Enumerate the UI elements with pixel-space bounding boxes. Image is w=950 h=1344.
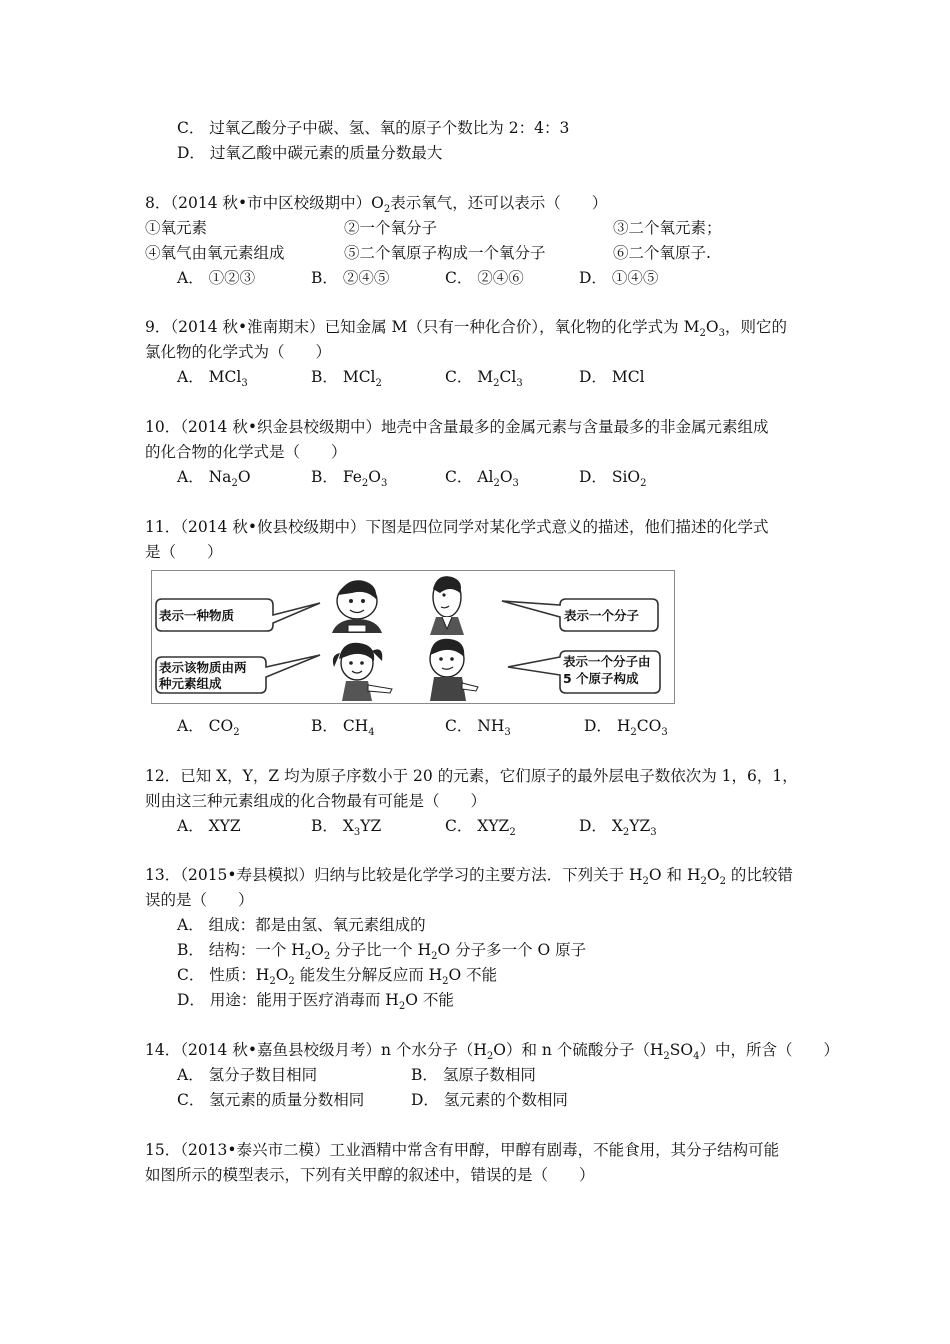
- q14-option-d: D． 氢元素的个数相同: [411, 1091, 568, 1109]
- q9-stem-line2: 氯化物的化学式为（ ）: [145, 343, 332, 361]
- q10-option-c: C． $Al_2O_3$: [445, 468, 519, 489]
- q8-option-b: B． ②④⑤: [311, 269, 390, 287]
- q7-option-c: C． 过氧乙酸分子中碳、氢、氧的原子个数比为 2：4：3: [177, 119, 570, 137]
- q9-option-d: D． MCl: [579, 368, 645, 386]
- student-boy-2-icon: [430, 576, 464, 635]
- q10-option-d: D． SiO$_2$: [579, 468, 647, 489]
- q8-option-c: C． ②④⑥: [445, 269, 524, 287]
- bubble-text-one-molecule: 表示一个分子: [564, 608, 640, 623]
- bubble-text-two-elements-line1: 表示该物质由两: [159, 660, 247, 675]
- q12-option-b: B． $X_3YZ$: [311, 817, 382, 838]
- q9-option-c: C． $M_2Cl_3$: [445, 368, 523, 389]
- q13-option-c: C． 性质：$H_2O_2$ 能发生分解反应而 $H_2O$ 不能: [177, 966, 498, 987]
- q9-stem: 9．（2014 秋•淮南期末）已知金属 M（只有一种化合价），氧化物的化学式为 $M_2O_3$，则它的: [145, 318, 787, 339]
- q11-option-b: B． $CH_4$: [311, 717, 375, 738]
- q8-option-a: A． ①②③: [177, 269, 256, 287]
- q9-option-b: B． MCl$_2$: [311, 368, 382, 389]
- q13-stem: 13．（2015•寿县模拟）归纳与比较是化学学习的主要方法．下列关于 $H_2O$ 和 $H_2O_2$ 的比较错: [145, 866, 793, 887]
- q13-stem-line2: 误的是（ ）: [145, 891, 254, 909]
- q8-option-d: D． ①④⑤: [579, 269, 659, 287]
- q14-option-a: A． 氢分子数目相同: [177, 1066, 318, 1084]
- q14-stem: 14．（2014 秋•嘉鱼县校级月考）n 个水分子$(H_2O)$和 n 个硫酸分子$(H_2SO_4)$中，所含（ ）: [145, 1041, 839, 1062]
- q11-stem: 11．（2014 秋•攸县校级期中）下图是四位同学对某化学式意义的描述，他们描述的化学式: [145, 518, 769, 536]
- q12-option-d: D． $X_2YZ_3$: [579, 817, 657, 838]
- q10-stem-line2: 的化合物的化学式是（ ）: [145, 443, 347, 461]
- q12-option-c: C． $XYZ_2$: [445, 817, 516, 838]
- q7-option-d: D． 过氧乙酸中碳元素的质量分数最大: [177, 144, 443, 162]
- bubble-text-five-atoms-line2: 5 个原子构成: [563, 671, 639, 686]
- q11-option-d: D． $H_2CO_3$: [584, 717, 668, 738]
- q12-stem: 12．已知 X，Y，Z 均为原子序数小于 20 的元素，它们原子的最外层电子数依次为 1，6，1，: [145, 767, 798, 785]
- q10-stem: 10．（2014 秋•织金县校级期中）地壳中含量最多的金属元素与含量最多的非金属元素组成: [145, 418, 769, 436]
- q11-option-a: A． $CO_2$: [177, 717, 240, 738]
- bubble-text-one-substance: 表示一种物质: [159, 608, 235, 623]
- q8-item-1: ①氧元素: [145, 219, 208, 237]
- q8-item-4: ④氧气由氧元素组成: [145, 244, 285, 262]
- q12-option-a: A． XYZ: [177, 817, 241, 835]
- q15-stem-line2: 如图所示的模型表示，下列有关甲醇的叙述中，错误的是（ ）: [145, 1166, 595, 1184]
- q11-option-c: C． $NH_3$: [445, 717, 511, 738]
- student-girl-icon: [333, 643, 392, 701]
- q8-item-3: ③二个氧元素；: [613, 219, 722, 237]
- bubble-text-two-elements-line2: 种元素组成: [159, 676, 222, 691]
- q8-item-6: ⑥二个氧原子.: [613, 244, 711, 262]
- q10-option-a: A． $Na_2O$: [177, 468, 251, 489]
- q9-option-a: A． MCl$_3$: [177, 368, 248, 389]
- q11-figure: [151, 570, 675, 704]
- q10-option-b: B． $Fe_2O_3$: [311, 468, 388, 489]
- q13-option-d: D． 用途：能用于医疗消毒而 $H_2O$ 不能: [177, 991, 454, 1012]
- q13-option-a: A． 组成：都是由氢、氧元素组成的: [177, 916, 426, 934]
- q8-item-5: ⑤二个氧原子构成一个氧分子: [344, 244, 546, 262]
- q15-stem: 15．（2013•泰兴市二模）工业酒精中常含有甲醇，甲醇有剧毒，不能食用，其分子结构可能: [145, 1141, 780, 1159]
- q14-option-b: B． 氢原子数相同: [411, 1066, 536, 1084]
- q12-stem-line2: 则由这三种元素组成的化合物最有可能是（ ）: [145, 792, 487, 810]
- q11-stem-line2: 是（ ）: [145, 543, 223, 561]
- q13-option-b: B． 结构：一个 $H_2O_2$ 分子比一个 $H_2O$ 分子多一个 O 原子: [177, 941, 587, 962]
- student-boy-3-icon: [430, 639, 478, 701]
- bubble-text-five-atoms-line1: 表示一个分子由: [563, 654, 651, 669]
- q8-stem: 8．（2014 秋•市中区校级期中）$O_2$表示氧气，还可以表示（ ）: [145, 194, 608, 215]
- q14-option-c: C． 氢元素的质量分数相同: [177, 1091, 365, 1109]
- student-boy-1-icon: [332, 580, 382, 633]
- q8-item-2: ②一个氧分子: [344, 219, 438, 237]
